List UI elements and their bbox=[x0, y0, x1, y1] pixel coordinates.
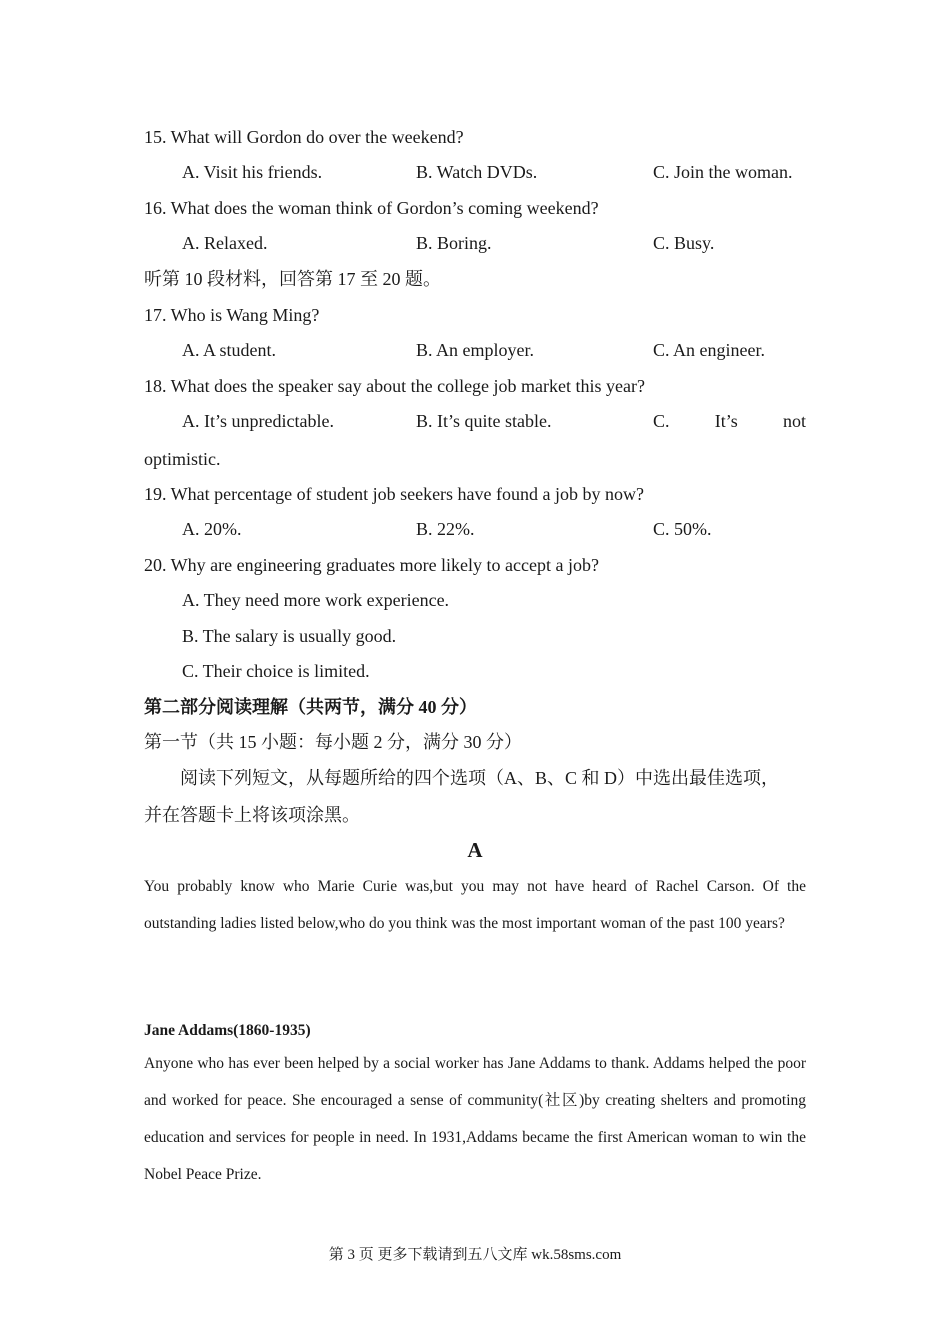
question-18-option-c-word: It’s bbox=[714, 411, 738, 431]
question-16-stem: 16. What does the woman think of Gordon’s coming weekend? bbox=[144, 198, 599, 218]
section-10-intro: 听第 10 段材料，回答第 17 至 20 题。 bbox=[144, 269, 441, 289]
question-18-option-b: B. It’s quite stable. bbox=[416, 411, 552, 431]
question-16-option-a: A. Relaxed. bbox=[182, 233, 268, 253]
question-18-option-c-wrap: optimistic. bbox=[144, 449, 221, 469]
question-19-option-b: B. 22%. bbox=[416, 519, 475, 539]
question-17-option-b: B. An employer. bbox=[416, 340, 534, 360]
question-18-option-c-word: not bbox=[782, 411, 806, 431]
question-17-option-a: A. A student. bbox=[182, 340, 277, 360]
question-16-option-b: B. Boring. bbox=[416, 233, 492, 253]
section-1-heading: 第一节（共 15 小题：每小题 2 分，满分 30 分） bbox=[144, 732, 522, 752]
question-18-option-c bbox=[653, 410, 806, 432]
question-15-option-c: C. Join the woman. bbox=[653, 162, 793, 182]
question-17-stem: 17. Who is Wang Ming? bbox=[144, 305, 320, 325]
bio-text: Anyone who has ever been helped by a social worker has Jane Addams to thank. Addams helped the poor and worked for peace. She encouraged a sense of community(社区)by creating shelters and promoting education and services for people in need. In 1931,Addams became the first American woman to win the Nobel Peace Prize. bbox=[144, 1055, 806, 1183]
instruction-line-1: 阅读下列短文，从每题所给的四个选项（A、B、C 和 D）中选出最佳选项， bbox=[180, 768, 780, 788]
question-18-option-a: A. It’s unpredictable. bbox=[182, 411, 334, 431]
instruction-line-2: 并在答题卡上将该项涂黑。 bbox=[144, 805, 360, 825]
question-20-option-a: A. They need more work experience. bbox=[182, 590, 450, 610]
question-19-option-c: C. 50%. bbox=[653, 519, 712, 539]
bio-heading: Jane Addams(1860-1935) bbox=[144, 1022, 311, 1039]
question-15-option-a: A. Visit his friends. bbox=[182, 162, 323, 182]
question-16-option-c: C. Busy. bbox=[653, 233, 715, 253]
question-15-stem: 15. What will Gordon do over the weekend? bbox=[144, 127, 464, 147]
question-19-option-a: A. 20%. bbox=[182, 519, 242, 539]
question-19-stem: 19. What percentage of student job seekers have found a job by now? bbox=[144, 484, 645, 504]
question-20-stem: 20. Why are engineering graduates more likely to accept a job? bbox=[144, 555, 599, 575]
page-footer: 第 3 页 更多下载请到五八文库 wk.58sms.com bbox=[328, 1247, 622, 1263]
question-18-stem: 18. What does the speaker say about the college job market this year? bbox=[144, 376, 645, 396]
question-20-option-b: B. The salary is usually good. bbox=[182, 626, 397, 646]
passage-label: A bbox=[467, 838, 483, 862]
part-2-heading: 第二部分阅读理解（共两节，满分 40 分） bbox=[144, 697, 477, 717]
question-17-option-c: C. An engineer. bbox=[653, 340, 765, 360]
passage-intro: You probably know who Marie Curie was,but you may not have heard of Rachel Carson. Of the outstanding ladies listed below,who do you think was the most important woman of the past 100 years? bbox=[144, 878, 806, 932]
question-20-option-c: C. Their choice is limited. bbox=[182, 661, 370, 681]
question-15-option-b: B. Watch DVDs. bbox=[416, 162, 538, 182]
question-18-option-c-word: C. bbox=[653, 411, 670, 431]
